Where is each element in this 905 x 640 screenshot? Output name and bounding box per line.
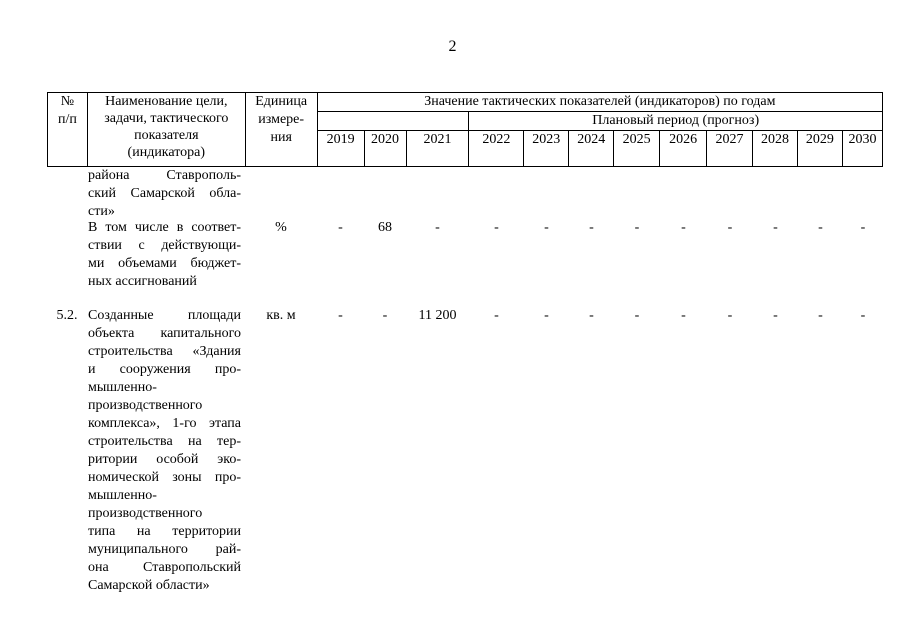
header-unit-line: измере- [258,112,305,127]
text-line: В том числе в соответ- [88,220,241,235]
row-budget-2026: - [681,220,686,235]
text-line: ствии с действующи- [88,238,241,253]
year-2021: 2021 [406,131,469,167]
year-2029: 2029 [797,131,842,167]
header-name-line: (индикатора) [127,145,206,160]
header-blank-cell [317,112,469,131]
row-budget-2028: - [773,220,778,235]
header-plan-period: Плановый период (прогноз) [469,112,883,131]
year-2027: 2027 [707,131,753,167]
text-line: производственного [88,506,203,521]
text-line: типа на территории [88,524,241,539]
row-5-2-2030: - [860,308,866,323]
row-5-2-2019: - [338,308,343,323]
row-5-2-text [88,307,241,595]
row-5-2-2029: - [818,308,823,323]
text-line: комплекса», 1-го этапа [88,416,241,431]
year-2028: 2028 [753,131,798,167]
row-continuation-text [88,167,241,221]
row-5-2-2026: - [681,308,686,323]
text-line: ский Самарской обла- [88,186,241,201]
text-line: ми объемами бюджет- [88,256,241,271]
year-2019: 2019 [317,131,364,167]
row-5-2-2020: - [382,308,388,323]
text-line: ритории особой эко- [88,452,241,467]
row-budget-2021: - [435,220,440,235]
year-2030: 2030 [842,131,882,167]
row-5-2-2025: - [634,308,640,323]
text-line: сти» [88,204,115,219]
header-unit-line: Единица [255,94,308,109]
text-line: муниципального рай- [88,542,241,557]
indicator-table-header [47,92,883,167]
year-2026: 2026 [660,131,707,167]
text-line: объекта капитального [88,326,241,341]
row-budget-2022: - [494,220,499,235]
year-2020: 2020 [364,131,406,167]
header-name-line: Наименование цели, [105,94,228,109]
row-budget-2025: - [634,220,640,235]
row-5-2-2023: - [544,308,549,323]
row-5-2-2021: 11 200 [418,308,457,323]
header-num-line: п/п [58,112,77,127]
text-line: Созданные площади [88,308,241,323]
row-budget-text [88,219,241,291]
year-2022: 2022 [469,131,524,167]
header-unit-cell [245,93,317,167]
text-line: ных ассигнований [88,274,197,289]
row-budget-2023: - [544,220,549,235]
header-num-cell [48,93,88,167]
row-budget-2029: - [818,220,823,235]
year-2024: 2024 [569,131,614,167]
row-budget-2019: - [338,220,343,235]
row-budget-unit: % [275,220,287,235]
row-budget-2020: 68 [378,220,392,235]
header-values-title: Значение тактических показателей (индикаторов) по годам [317,93,882,112]
text-line: мышленно- [88,488,157,503]
row-5-2-2027: - [727,308,733,323]
header-name-line: задачи, тактического [104,111,229,126]
text-line: района Ставрополь- [88,168,241,183]
row-5-2-2028: - [773,308,778,323]
header-num-line: № [60,94,75,109]
header-name-cell [87,93,245,167]
text-line: производственного [88,398,203,413]
header-name-line: показателя [134,128,199,143]
text-line: и сооружения про- [88,362,241,377]
row-5-2-2024: - [589,308,594,323]
page-number: 2 [448,38,457,55]
row-5-2-2022: - [494,308,499,323]
text-line: номической зоны про- [88,470,241,485]
row-budget-2030: - [860,220,866,235]
text-line: мышленно- [88,380,157,395]
text-line: Самарской области» [88,578,210,593]
header-unit-line: ния [270,130,292,145]
text-line: она Ставропольский [88,560,241,575]
text-line: строительства «Здания [88,344,241,359]
year-2025: 2025 [614,131,660,167]
row-budget-2024: - [589,220,594,235]
text-line: строительства на тер- [88,434,241,449]
row-5-2-number: 5.2. [56,308,78,323]
row-5-2-unit: кв. м [266,308,296,323]
row-budget-2027: - [727,220,733,235]
year-2023: 2023 [524,131,569,167]
